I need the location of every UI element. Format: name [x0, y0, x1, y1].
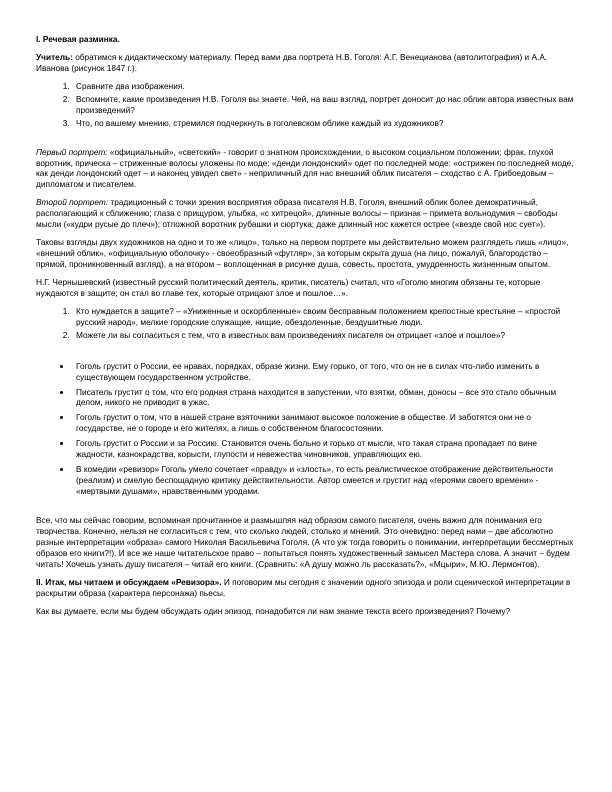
section2-paragraph: [36, 577, 576, 599]
section2-heading: II. Итак, мы читаем и обсуждаем «Ревизора».: [36, 576, 222, 587]
chernyshevsky-paragraph: Н.Г. Чернышевский (известный русский политический деятель, критик, писатель) считал, что «Гоголю многим обязаны те, которые нуждаются в защите; он стал во главе тех, которые отрицают злое и пошлое…».: [36, 276, 541, 298]
list-item: • Гоголь грустит о том, что в нашей стране взяточники занимают высокое положение в обществе. И заботятся они не о государстве, не о городе и его жителях, а лишь о собственном благосостоянии.: [72, 412, 576, 434]
portrait2-text: традиционный с точки зрения восприятия образа писателя Н.В. Гоголя, внешний облик более демократичный, располагающий к сближению; глаза с прищуром, улыбка, «с хитрецой», длинные волосы – признак – примета вольнодумия – свободы мысли («кудри русые до плеч»); отложной воротник рубашки и сюртука; даже длинный нос кажется острее («везде свой нос сует»).: [36, 197, 558, 230]
list-item: • Гоголь грустит о России и за Россию. Становится очень больно и горько от мысли, что такая страна пропадает по вине жадности, казнокрадства, корысти, глупости и невежества чиновников, управляющих ею.: [72, 438, 576, 460]
document-page: [36, 34, 576, 623]
final-question: Как вы думаете, если мы будем обсуждать один эпизод, понадобится ли нам знание текста всего произведения? Почему?: [36, 605, 511, 616]
list-item: 2. Можете ли вы согласиться с тем, что в известных вам произведениях писателя он отрицает «злое и пошлое»?: [72, 330, 576, 341]
teacher-label: Учитель:: [36, 51, 73, 62]
list-item: 1. Кто нуждается в защите? – «Униженные и оскорбленные» своим бесправным положением крепостные крестьяне – «простой русский народ», мелкие городские служащие, нищие, обездоленные, бездушитные люди.: [72, 306, 576, 328]
intro-text: обратимся к дидактическому материалу. Перед вами два портрета Н.В. Гоголя: А.Г. Венецианова (автолитография) и А.А. Иванова (рисунок 1847 г.).: [36, 51, 548, 73]
list-item: 3. Что, по вашему мнению, стремился подчеркнуть в гоголевском облике каждый из художников?: [72, 118, 576, 129]
section2-text: И поговорим мы сегодня с значении одного эпизода и роли сценической интерпретации в раскрытии образа (характера персонажа) пьесы.: [36, 576, 571, 598]
portrait2-paragraph: [36, 197, 576, 230]
list-item: 1. Сравните два изображения.: [72, 81, 576, 92]
closing-paragraph: Все, что мы сейчас говорим, вспоминая прочитанное и размышляя над образом самого писателя, очень важно для понимания его творчества. Конечно, нельзя не согласиться с тем, что сколько людей, столько и мнений. Это очевидно: перед нами – две абсолютно разные интерпретации «образа» самого Николая Васильевича Гоголя. (А что уж тогда говорить о понимании, интерпретации бессмертных образов его книги?!). И все же наше читательское право – попытаться понять художественный замысел Мастера слова. А значит – будем читать! Хочешь узнать душу писателя – читай его книги. (Сравнить: «А душу можно ль рассказать?», «Мцыри», М.Ю. Лермонтов).: [36, 514, 574, 569]
defense-questions-list: [36, 306, 576, 341]
bullet-list: [36, 361, 576, 497]
views-paragraph: Таковы взгляды двух художников на одно и то же «лицо», только на первом портрете мы действительно можем разглядеть лишь «лицо», «внешний облик», «официальную оболочку» - своеобразный «футляр», за которым скрыта душа (на лицо, пожалуй, благородство – прямой, проникновенный взгляд), а на втором – воплощенная в рисунке душа, совесть, простота, умудренность жизненным опытом.: [36, 237, 569, 269]
questions-list: [36, 81, 576, 129]
intro-paragraph: [36, 52, 576, 74]
portrait2-label: Второй портрет:: [36, 197, 109, 208]
portrait1-text: «официальный», «светский» - говорит о знатном происхождении, о высоком социальном положении; фрак, глухой воротник, прическа – стриженные волосы уложены по моде: «денди лондонский» одет по последней моде: «острижен по последней моде, как денди лондонский одет – и наконец увидел свет» - неприличный для нас внешний облик писателя – сходство с А. Грибоедовым – дипломатом и писателем.: [36, 146, 574, 190]
list-item: • Писатель грустит о том, что его родная страна находится в запустении, что взятки, обман, доносы – все это стало обычным делом, никого не приводит в ужас.: [72, 387, 576, 409]
list-item: • В комедии «ревизор» Гоголь умело сочетает «правду» и «злость», то есть реалистическое отображение действительности (реализм) и смелую беспощадную критику действительности. Автор смеется и грустит над «героями своего времени» - «мертвыми душами», нравственными уродами.: [72, 464, 576, 497]
list-item: 2. Вспомните, какие произведения Н.В. Гоголя вы знаете. Чей, на ваш взгляд, портрет доносит до нас облик автора известных вам произведений?: [72, 94, 576, 116]
portrait1-paragraph: [36, 147, 576, 191]
portrait1-label: Первый портрет:: [36, 146, 108, 157]
list-item: • Гоголь грустит о России, ее нравах, порядках, образе жизни. Ему горько, от того, что он не в силах что-либо изменить в существующем государственном устройстве.: [72, 361, 576, 383]
section-heading: I. Речевая разминка.: [36, 34, 120, 44]
